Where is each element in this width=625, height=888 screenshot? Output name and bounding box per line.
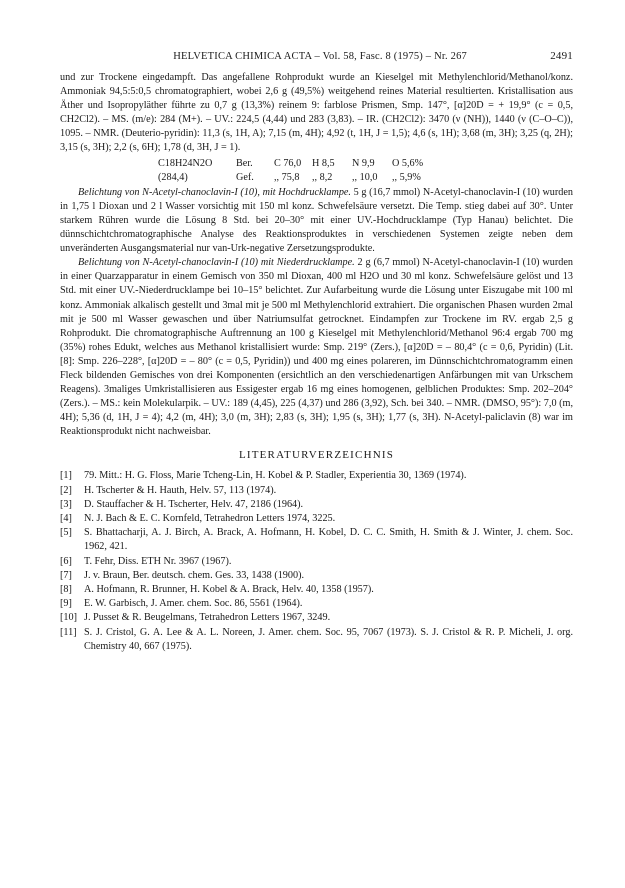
- calculated-value: H 8,5: [312, 157, 335, 169]
- paragraph-low-pressure-lamp: [60, 256, 573, 439]
- reference-number: [4]: [60, 513, 72, 525]
- reference-item: [60, 469, 573, 483]
- reference-text: S. Bhattacharji, A. J. Birch, A. Brack, A. Hofmann, H. Kobel, D. C. C. Smith, H. Smith & J. Winter, J. chem. Soc. 1962, 421.: [84, 527, 573, 553]
- found-value: ,, 75,8: [274, 171, 300, 183]
- reference-text: S. J. Cristol, G. A. Lee & A. L. Noreen, J. Amer. chem. Soc. 95, 7067 (1973). S. J. Cristol & R. P. Micheli, J. org. Chemistry 40, 667 (1975).: [84, 626, 573, 652]
- reference-text: D. Stauffacher & H. Tscherter, Helv. 47, 2186 (1964).: [84, 498, 304, 510]
- reference-item: [60, 583, 573, 597]
- found-value: ,, 5,9%: [392, 171, 421, 183]
- reference-text: J. Pusset & R. Beugelmans, Tetrahedron Letters 1967, 3249.: [84, 612, 331, 624]
- paragraph-body: 5 g (16,7 mmol) N-Acetyl-chanoclavin-I (10) wurden in 1,75 l Dioxan und 2 l Wasser vorsichtig mit 150 ml konz. Schwefelsäure versetzt. Die Temp. stieg dabei auf 30°. Unter starkem Rühren wurde die Lösung 8 Std. bei 20–30° mit einer UV.-Hochdrucklampe (Typ Hanau) belichtet. Die dünnschichtchromatographische Analyse des Reaktionsproduktes in verschiedenen Systemen zeigte neben dem unveränderten Ausgangsmaterial nur van-Urk-negative Zersetzungsprodukte.: [60, 186, 573, 255]
- reference-number: [2]: [60, 484, 72, 496]
- reference-item: [60, 569, 573, 583]
- paragraph-high-pressure-lamp: [60, 186, 573, 256]
- references-heading: LITERATURVERZEICHNIS: [238, 449, 395, 462]
- reference-number: [3]: [60, 498, 72, 510]
- reference-text: J. v. Braun, Ber. deutsch. chem. Ges. 33, 1438 (1900).: [84, 569, 305, 581]
- reference-number: [7]: [60, 569, 72, 581]
- reference-item: [60, 626, 573, 654]
- page-number: 2491: [550, 50, 573, 62]
- reference-number: [8]: [60, 584, 72, 596]
- running-header: [60, 50, 573, 62]
- reference-item: [60, 512, 573, 526]
- reference-item: [60, 555, 573, 569]
- reference-number: [10]: [60, 612, 77, 624]
- reference-text: H. Tscherter & H. Hauth, Helv. 57, 113 (1974).: [84, 484, 277, 496]
- reference-item: [60, 498, 573, 512]
- reference-text: N. J. Bach & E. C. Kornfeld, Tetrahedron Letters 1974, 3225.: [84, 513, 336, 525]
- paragraph-heading: Belichtung von N-Acetyl-chanoclavin-I (10) mit Niederdrucklampe.: [78, 257, 355, 269]
- elemental-analysis: [158, 157, 573, 185]
- paragraph-heading: Belichtung von N-Acetyl-chanoclavin-I (10), mit Hochdrucklampe.: [78, 186, 351, 198]
- molecular-weight: (284,4): [158, 171, 188, 183]
- paragraph-experimental-end: und zur Trockene eingedampft. Das angefallene Rohprodukt wurde an Kieselgel mit Methylenchlorid/Methanol/konz. Ammoniak 94,5:5:0,5 chromatographiert, wobei 2,6 g (49,5%) weitgehend reines Material resultierten. Kristallisation aus Äther und Isopropyläther führte zu 0,7 g (13,3%) reinem 9: farblose Prismen, Smp. 147°, [α]20D = + 19,9° (c = 0,5, CH2Cl2). – MS. (m/e): 284 (M+). – UV.: 224,5 (4,44) und 283 (3,83). – IR. (CH2Cl2): 3470 (ν (NH)), 1440 (ν (C–O–C)), 1095. – NMR. (Deuterio-pyridin): 11,3 (s, 1H, A); 7,15 (m, 4H); 4,92 (t, 1H, J = 1,5); 4,6 (s, 1H); 3,68 (m, 3H); 3,25 (q, 2H); 3,15 (s, 3H); 2,2 (s, 6H); 1,78 (d, 3H, J = 1).: [60, 72, 573, 154]
- analysis-row-calculated: [158, 157, 573, 171]
- reference-item: [60, 611, 573, 625]
- journal-header: HELVETICA CHIMICA ACTA – Vol. 58, Fasc. 8 (1975) – Nr. 267: [173, 51, 467, 62]
- reference-number: [11]: [60, 626, 77, 638]
- reference-number: [1]: [60, 470, 72, 482]
- reference-text: 79. Mitt.: H. G. Floss, Marie Tcheng-Lin, H. Kobel & P. Stadler, Experientia 30, 1369 (1974).: [84, 470, 467, 482]
- reference-item: [60, 597, 573, 611]
- calculated-label: Ber.: [236, 157, 253, 169]
- calculated-value: C 76,0: [274, 157, 302, 169]
- compound-formula: C18H24N2O: [158, 157, 213, 169]
- reference-number: [6]: [60, 555, 72, 567]
- reference-text: A. Hofmann, R. Brunner, H. Kobel & A. Brack, Helv. 40, 1358 (1957).: [84, 584, 374, 596]
- reference-text: T. Fehr, Diss. ETH Nr. 3967 (1967).: [84, 555, 232, 567]
- page-content: [60, 50, 573, 654]
- calculated-value: N 9,9: [352, 157, 375, 169]
- reference-number: [5]: [60, 527, 72, 539]
- found-value: ,, 8,2: [312, 171, 333, 183]
- reference-item: [60, 526, 573, 554]
- found-label: Gef.: [236, 171, 254, 183]
- calculated-value: O 5,6%: [392, 157, 424, 169]
- reference-text: E. W. Garbisch, J. Amer. chem. Soc. 86, 5561 (1964).: [84, 598, 303, 610]
- reference-list: [60, 469, 573, 654]
- found-value: ,, 10,0: [352, 171, 378, 183]
- reference-number: [9]: [60, 598, 72, 610]
- paragraph-body: 2 g (6,7 mmol) N-Acetyl-chanoclavin-I (10) wurden in einer Quarzapparatur in einem Gemisch von 350 ml Dioxan, 400 ml H2O und 30 ml konz. Schwefelsäure gelöst und 13 Std. mit einer UV.-Niederdrucklampe bei 10–15° belichtet. Zur Aufarbeitung wurde die Lösung unter Eiszugabe mit 100 ml konz. Ammoniak alkalisch gestellt und 3mal mit je 500 ml Methylenchlorid extrahiert. Die organischen Phasen wurden 2mal mit je 500 ml Wasser gewaschen und über Natriumsulfat getrocknet. Eindampfen zur Trockene im RV. ergab 2,5 g Rohprodukt. Die chromatographische Auftrennung an 100 g Kieselgel mit Methylenchlorid/Methanol 96:4 ergab 700 mg (35%) rohes Edukt, welches aus Methanol kristallisiert wurde: Smp. 219° (Zers.), [α]20D = – 80,4° (c = 0,6, Pyridin) (Lit. [8]: Smp. 226–228°, [α]20D = – 80° (c = 0,5, Pyridin)) und 400 mg eines polareren, im Dünnschichtchromatogramm einen Fleck bildenden Gemisches von drei Komponenten (ersichtlich an den verschiedenartigen Anfärbungen mit van Urkschem Reagens). 3maliges Umkristallisieren aus Essigester ergab 16 mg eines homogenen, gelblichen Produktes: Smp. 202–204° (Zers.). – MS.: kein Molekularpik. – UV.: 189 (4,45), 225 (4,37) und 286 (3,92), Sch. bei 340. – NMR. (DMSO, 95°): 7,0 (m, 4H); 5,36 (d, 1H, J = 4); 4,2 (m, 4H); 3,0 (m, 3H); 2,83 (s, 3H); 1,95 (s, 3H); 1,77 (s, 3H). N-Acetyl-paliclavin (8) war im Reaktionsprodukt nicht nachweisbar.: [60, 257, 573, 438]
- analysis-row-found: [158, 171, 573, 185]
- reference-item: [60, 484, 573, 498]
